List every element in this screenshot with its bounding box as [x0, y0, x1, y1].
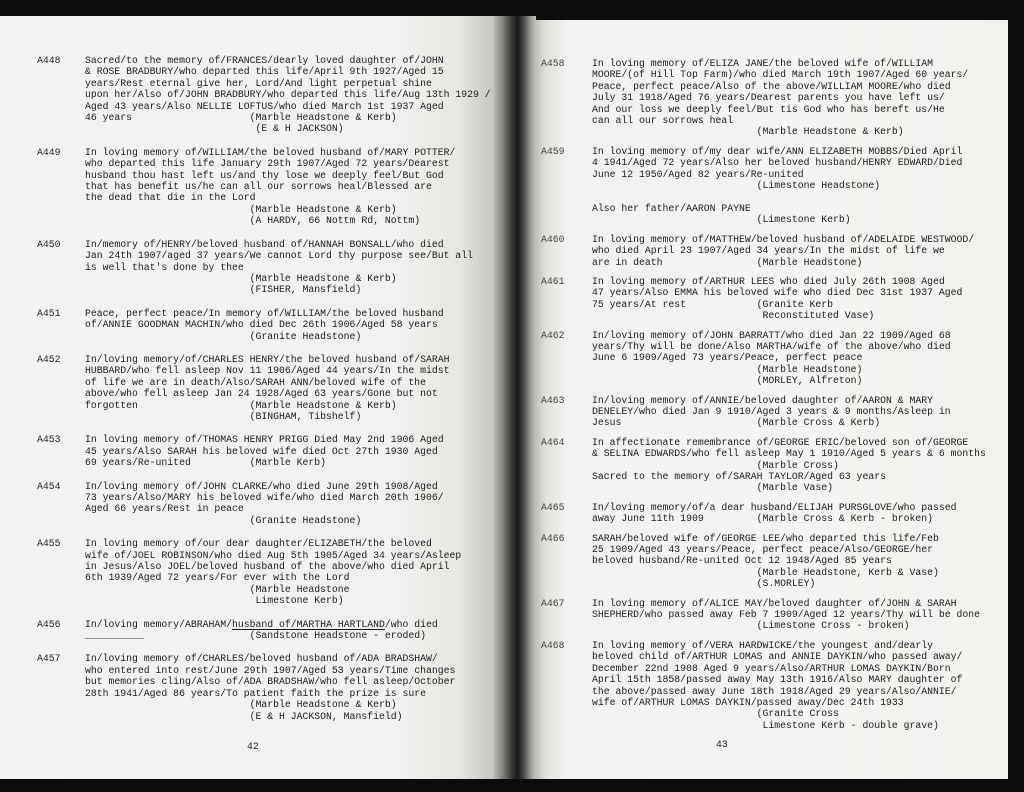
inscription-line: Peace, perfect peace/In memory of/WILLIAM/the beloved husband: [85, 307, 444, 319]
record-A448: [37, 55, 494, 135]
record-A453: [37, 434, 494, 468]
inscription-line: July 31 1918/Aged 76 years/Dearest parents you have left us/: [592, 92, 945, 104]
record-inscription: [85, 55, 491, 135]
record-id: A453: [37, 434, 61, 446]
record-inscription: [85, 481, 444, 527]
inscription-line: In loving memory of/my dear wife/ANN ELIZABETH MOBBS/Died April: [592, 145, 963, 157]
inscription-line: (Marble Headstone & Kerb): [85, 272, 397, 284]
inscription-line: (Granite Cross: [592, 708, 839, 720]
inscription-line: (Granite Headstone): [85, 514, 362, 526]
inscription-line: (Marble Headstone & Kerb): [592, 126, 904, 138]
record-inscription: [592, 598, 980, 632]
record-A454: [37, 481, 494, 527]
inscription-line: In loving memory of/ARTHUR LEES who died July 26th 1908 Aged: [592, 275, 945, 287]
inscription-line: who entered into rest/June 29th 1907/Aged 53 years/Time changes: [85, 664, 456, 676]
inscription-line: Jan 24th 1907/aged 37 years/We cannot Lord thy purpose see/But all: [85, 250, 474, 262]
record-A455: [37, 538, 494, 606]
record-inscription: [592, 146, 962, 226]
inscription-line: (FISHER, Mansfield): [85, 284, 362, 296]
inscription-line: Sacred to the memory of/SARAH TAYLOR/Aged 63 years: [592, 471, 886, 482]
inscription-line: MOORE/(of Hill Top Farm)/who died March 19th 1907/Aged 60 years/: [592, 69, 969, 81]
record-A463: [541, 395, 1008, 429]
inscription-line: April 15th 1858/passed away May 13th 1916/Also MARY daughter of: [592, 674, 963, 686]
book-gutter: [492, 0, 536, 792]
record-inscription: [592, 437, 986, 494]
inscription-line: In/loving memory/ABRAHAM/husband of/MARTHA HARTLAND/who died: [85, 618, 438, 630]
record-id: A451: [37, 307, 61, 319]
inscription-line: HUBBARD/who fell asleep Nov 11 1906/Aged 44 years/In the midst: [85, 365, 450, 377]
inscription-line: June 12 1950/Aged 82 years/Re-united: [592, 168, 804, 180]
inscription-line: 25 1909/Aged 43 years/Peace, perfect peace/Also/GEORGE/her: [592, 544, 933, 556]
record-id: A459: [541, 145, 565, 157]
record-id: A463: [541, 394, 565, 406]
record-id: A456: [37, 618, 61, 630]
record-inscription: [85, 619, 438, 642]
inscription-line: SHEPHERD/who passed away Feb 7 1909/Aged 12 years/Thy will be done: [592, 609, 981, 621]
inscription-line: (Marble Headstone: [85, 583, 350, 595]
record-id: A460: [541, 233, 565, 245]
record-A468: [541, 640, 1008, 731]
record-inscription: [85, 239, 473, 296]
inscription-line: are in death (Marble Headstone): [592, 256, 863, 268]
record-A456: [37, 619, 494, 642]
inscription-line: the dead that die in the Lord: [85, 192, 256, 204]
record-inscription: [85, 308, 444, 342]
record-id: A464: [541, 436, 565, 448]
inscription-line: (A HARDY, 66 Nottm Rd, Nottm): [85, 215, 421, 227]
inscription-line: upon her/Also of/JOHN BRADBURY/who departed this life/Aug 13th 1929 /: [85, 89, 491, 101]
inscription-line: In/memory of/HENRY/beloved husband of/HANNAH BONSALL/who died: [85, 238, 444, 250]
inscription-line: Limestone Kerb): [85, 595, 344, 607]
inscription-line: (Limestone Kerb): [592, 214, 851, 226]
record-A458: [541, 58, 1008, 138]
record-A464: [541, 437, 1008, 494]
inscription-line: away June 11th 1909 (Marble Cross & Kerb - broken): [592, 513, 933, 525]
record-inscription: [592, 58, 968, 138]
inscription-line: wife of/JOEL ROBINSON/who died Aug 5th 1905/Aged 34 years/Asleep: [85, 549, 462, 561]
record-A465: [541, 502, 1008, 525]
inscription-line: (Granite Headstone): [85, 330, 362, 342]
record-id: A455: [37, 538, 61, 550]
inscription-line: (Marble Headstone): [592, 363, 863, 375]
inscription-line: who departed this life January 29th 1907/Aged 72 years/Dearest: [85, 158, 450, 170]
record-inscription: [592, 533, 939, 590]
record-A457: [37, 653, 494, 721]
inscription-line: (E & H JACKSON): [85, 123, 344, 135]
inscription-line: In loving memory of/THOMAS HENRY PRIGG Died May 2nd 1906 Aged: [85, 434, 444, 446]
inscription-line: 47 years/Also EMMA his beloved wife who died Dec 31st 1937 Aged: [592, 287, 963, 299]
record-inscription: [592, 640, 962, 731]
inscription-line: beloved husband/Re-united Oct 12 1948/Aged 85 years: [592, 555, 892, 567]
record-id: A458: [541, 58, 565, 69]
record-id: A466: [541, 532, 565, 544]
record-A461: [541, 276, 1008, 322]
inscription-line: is well that's done by thee: [85, 261, 244, 273]
inscription-line: (MORLEY, Alfreton): [592, 375, 863, 387]
inscription-line: 69 years/Re-united (Marble Kerb): [85, 457, 327, 469]
inscription-line: __________ (Sandstone Headstone - eroded): [85, 630, 426, 642]
inscription-line: 75 years/At rest (Granite Kerb: [592, 298, 834, 310]
inscription-line: Aged 66 years/Rest in peace: [85, 503, 244, 515]
inscription-line: can all our sorrows heal: [592, 115, 734, 127]
inscription-line: but memories cling/Also of/ADA BRADSHAW/who fell asleep/October: [85, 676, 456, 688]
inscription-line: In loving memory of/MATTHEW/beloved husband of/ADELAIDE WESTWOOD/: [592, 233, 975, 245]
inscription-line: In/loving memory/of/a dear husband/ELIJAH PURSGLOVE/who passed: [592, 501, 957, 513]
inscription-line: In loving memory of/our dear daughter/ELIZABETH/the beloved: [85, 538, 432, 550]
inscription-line: SARAH/beloved wife of/GEORGE LEE/who departed this life/Feb: [592, 532, 939, 544]
inscription-line: 4 1941/Aged 72 years/Also her beloved husband/HENRY EDWARD/Died: [592, 157, 963, 169]
inscription-line: Also her father/AARON PAYNE: [592, 202, 751, 214]
inscription-line: who died April 23 1907/Aged 34 years/In the midst of life we: [592, 245, 945, 257]
record-A466: [541, 533, 1008, 590]
inscription-line: beloved child of/ARTHUR LOMAS and ANNIE DAYKIN/who passed away/: [592, 651, 963, 663]
inscription-line: In/loving memory of/ANNIE/beloved daughter of/AARON & MARY: [592, 394, 933, 406]
record-id: A457: [37, 653, 61, 665]
inscription-line: In loving memory of/ELIZA JANE/the beloved wife of/WILLIAM: [592, 58, 933, 69]
record-id: A468: [541, 639, 565, 651]
record-A451: [37, 308, 494, 342]
inscription-line: In/loving memory of/CHARLES/beloved husband of/ADA BRADSHAW/: [85, 653, 438, 665]
inscription-line: June 6 1909/Aged 73 years/Peace, perfect peace: [592, 352, 863, 364]
record-id: A452: [37, 353, 61, 365]
record-id: A454: [37, 480, 61, 492]
record-inscription: [85, 354, 450, 422]
inscription-line: [592, 191, 962, 202]
inscription-line: In affectionate remembrance of/GEORGE ERIC/beloved son of/GEORGE: [592, 436, 969, 448]
inscription-line: In loving memory of/VERA HARDWICKE/the youngest and/dearly: [592, 639, 933, 651]
inscription-line: December 22nd 1908 Aged 9 years/Also/ARTHUR LOMAS DAYKIN/Born: [592, 662, 951, 674]
record-id: A461: [541, 275, 565, 287]
records-left: [0, 16, 494, 722]
record-inscription: [592, 276, 962, 322]
record-id: A467: [541, 597, 565, 609]
record-inscription: [592, 330, 951, 387]
inscription-line: (Marble Headstone, Kerb & Vase): [592, 566, 939, 578]
record-id: A462: [541, 329, 565, 341]
scan-border-bottom: [0, 779, 1024, 792]
record-inscription: [85, 538, 461, 606]
inscription-line: 46 years (Marble Headstone & Kerb): [85, 112, 397, 124]
inscription-line: of/ANNIE GOODMAN MACHIN/who died Dec 26th 1906/Aged 58 years: [85, 319, 438, 331]
inscription-line: (Marble Headstone & Kerb): [85, 203, 397, 215]
record-A450: [37, 239, 494, 296]
inscription-line: years/Rest eternal give her, Lord/And light perpetual shine: [85, 77, 432, 89]
inscription-line: Peace, perfect peace/Also of the above/WILLIAM MOORE/who died: [592, 80, 951, 92]
inscription-line: 45 years/Also SARAH his beloved wife died Oct 27th 1930 Aged: [85, 445, 438, 457]
inscription-line: wife of/ARTHUR LOMAS DAYKIN/passed away/Dec 24th 1933: [592, 696, 904, 708]
inscription-line: Jesus (Marble Cross & Kerb): [592, 417, 881, 429]
record-A460: [541, 234, 1008, 268]
inscription-line: In/loving memory/of/CHARLES HENRY/the beloved husband of/SARAH: [85, 353, 450, 365]
inscription-line: In loving memory of/WILLIAM/the beloved husband of/MARY POTTER/: [85, 146, 456, 158]
record-id: A448: [37, 55, 61, 66]
inscription-line: (Limestone Cross - broken): [592, 620, 910, 632]
inscription-line: In loving memory of/ALICE MAY/beloved daughter of/JOHN & SARAH: [592, 597, 957, 609]
record-inscription: [85, 653, 455, 721]
inscription-line: Aged 43 years/Also NELLIE LOFTUS/who died March 1st 1937 Aged: [85, 100, 444, 112]
inscription-line: (Marble Vase): [592, 482, 834, 494]
record-inscription: [592, 234, 974, 268]
inscription-line: 6th 1939/Aged 72 years/For ever with the Lord: [85, 572, 350, 584]
record-inscription: [592, 502, 957, 525]
inscription-line: (S.MORLEY): [592, 578, 816, 590]
record-A462: [541, 330, 1008, 387]
record-A449: [37, 147, 494, 227]
inscription-line: And our loss we deeply feel/But tis God who has bereft us/He: [592, 103, 945, 115]
record-id: A465: [541, 501, 565, 513]
inscription-line: Limestone Kerb - double grave): [592, 719, 939, 731]
record-id: A450: [37, 238, 61, 250]
page-left: [0, 16, 494, 779]
inscription-line: & SELINA EDWARDS/who fell asleep May 1 1910/Aged 5 years & 6 months: [592, 448, 986, 460]
inscription-line: & ROSE BRADBURY/who departed this life/April 9th 1927/Aged 15: [85, 66, 444, 78]
inscription-line: In/loving memory of/JOHN BARRATT/who died Jan 22 1909/Aged 68: [592, 329, 951, 341]
page-number-right: 43: [716, 739, 728, 750]
inscription-line: (Marble Headstone & Kerb): [85, 699, 397, 711]
scan-border-top: [0, 0, 1024, 16]
inscription-line: (Limestone Headstone): [592, 180, 881, 192]
record-A459: [541, 146, 1008, 226]
scan-border-right: [1008, 0, 1024, 792]
record-inscription: [592, 395, 951, 429]
page-number-left: 42: [247, 741, 259, 752]
record-A467: [541, 598, 1008, 632]
inscription-line: (BINGHAM, Tibshelf): [85, 410, 362, 422]
record-inscription: [85, 434, 444, 468]
records-right: [534, 20, 1008, 731]
record-inscription: [85, 147, 455, 227]
record-id: A449: [37, 146, 61, 158]
inscription-line: years/Thy will be done/Also MARTHA/wife of the above/who died: [592, 340, 951, 352]
inscription-line: Sacred/to the memory of/FRANCES/dearly loved daughter of/JOHN: [85, 55, 444, 66]
inscription-line: that has benefit us/he can all our sorrows heal/Blessed are: [85, 181, 432, 193]
inscription-line: DENELEY/who died Jan 9 1910/Aged 3 years & 9 months/Asleep in: [592, 405, 951, 417]
inscription-line: 28th 1941/Aged 86 years/To patient faith the prize is sure: [85, 687, 426, 699]
inscription-line: In/loving memory of/JOHN CLARKE/who died June 29th 1908/Aged: [85, 480, 438, 492]
inscription-line: forgotten (Marble Headstone & Kerb): [85, 399, 397, 411]
inscription-line: above/who fell asleep Jan 24 1928/Aged 63 years/Gone but not: [85, 388, 438, 400]
inscription-line: husband thou hast left us/and thy lose we deeply feel/But God: [85, 169, 444, 181]
inscription-line: of life we are in death/Also/SARAH ANN/beloved wife of the: [85, 376, 426, 388]
inscription-line: 73 years/Also/MARY his beloved wife/who died March 20th 1906/: [85, 492, 444, 503]
inscription-line: Reconstituted Vase): [592, 310, 875, 322]
record-A452: [37, 354, 494, 422]
inscription-line: in Jesus/Also JOEL/beloved husband of the above/who died April: [85, 561, 450, 573]
inscription-line: (E & H JACKSON, Mansfield): [85, 710, 403, 722]
inscription-line: (Marble Cross): [592, 459, 839, 471]
inscription-line: the above/passed away June 18th 1918/Aged 29 years/Also/ANNIE/: [592, 685, 957, 697]
page-right: [534, 20, 1008, 779]
